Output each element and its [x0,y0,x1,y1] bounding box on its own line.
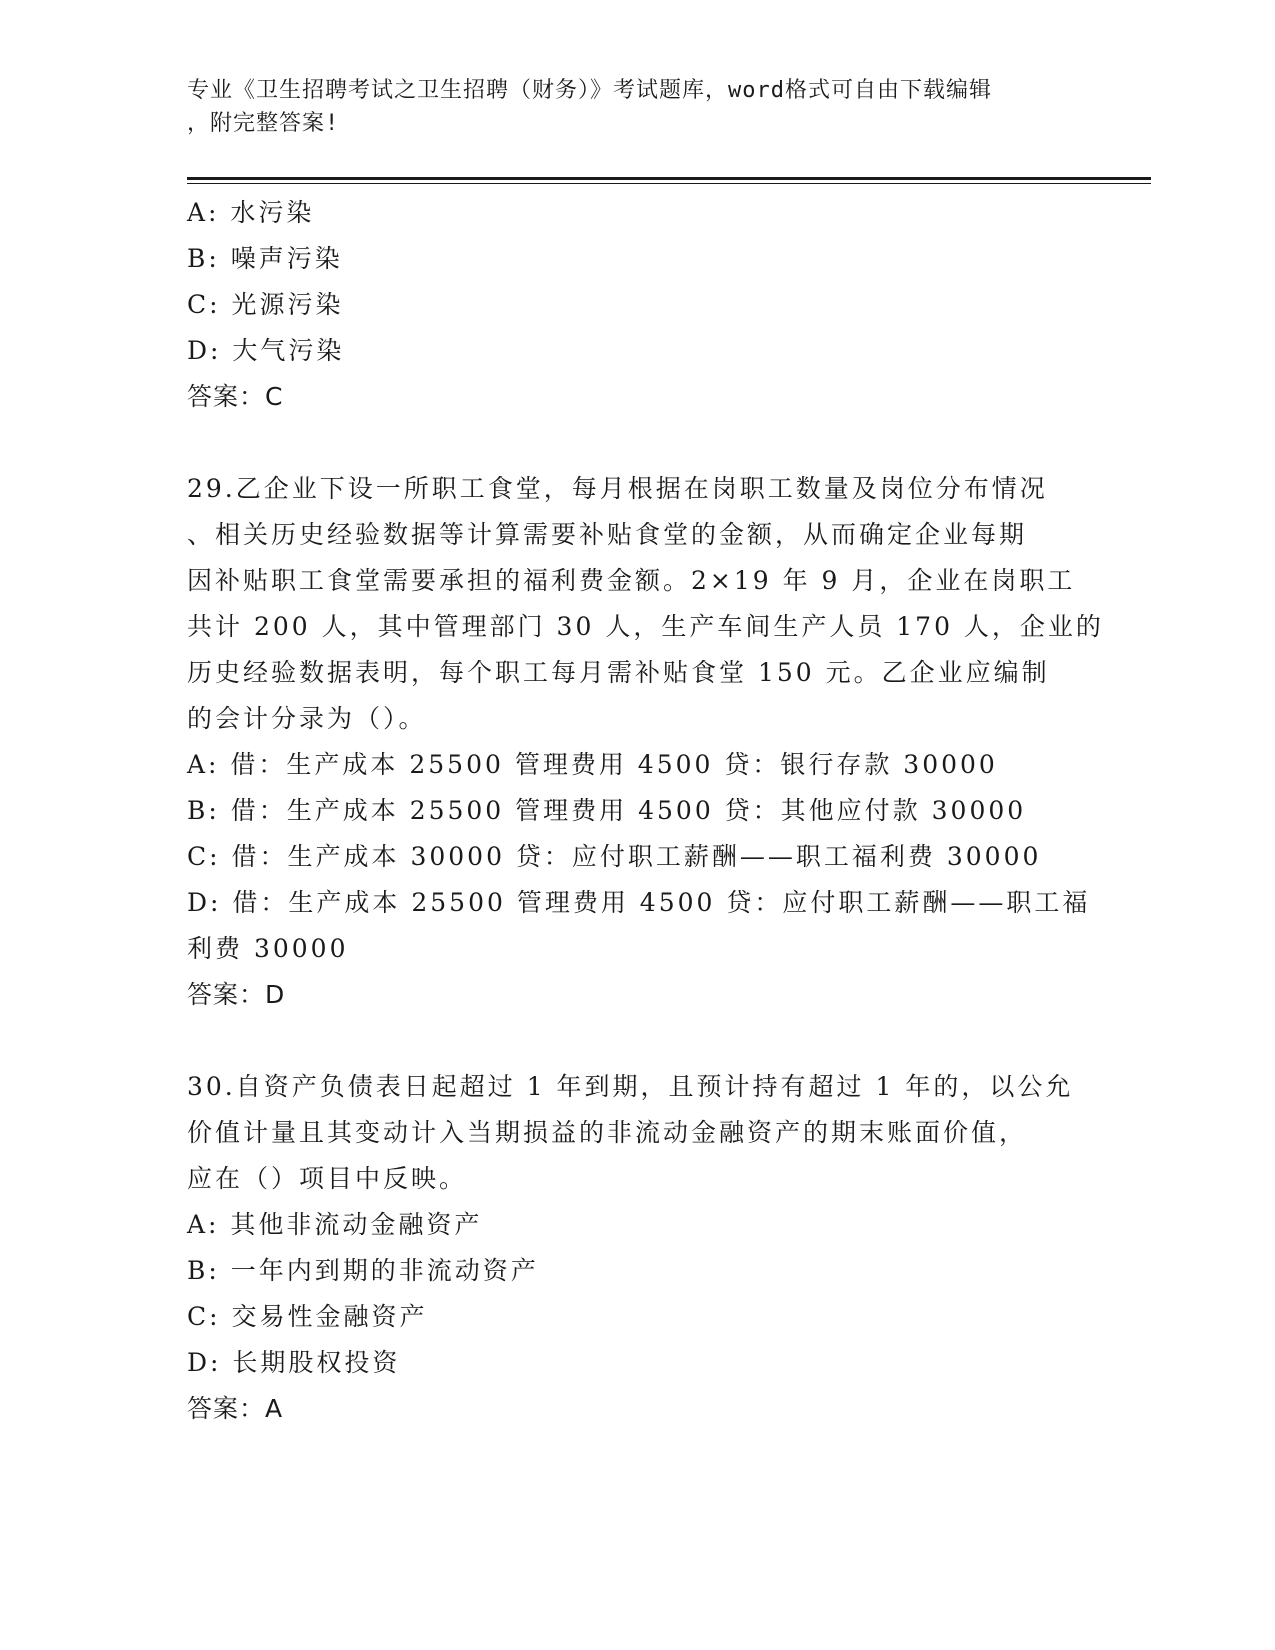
answer-line: 答案：A [187,1394,284,1423]
option-d-continued: 利费 30000 [187,934,349,963]
answer-line: 答案：C [187,382,284,411]
spacer [187,420,1087,466]
header-divider-thin [187,183,1151,184]
header-line-2: ，附完整答案! [187,111,340,136]
option-b: B: 借：生产成本 25500 管理费用 4500 贷：其他应付款 30000 [187,796,1027,825]
question-text-line: 价值计量且其变动计入当期损益的非流动金融资产的期末账面价值， [187,1118,1028,1147]
question-text-line: 因补贴职工食堂需要承担的福利费金额。2×19 年 9 月，企业在岗职工 [187,566,1076,595]
option-b: B: 一年内到期的非流动资产 [187,1256,539,1285]
option-c: C: 借：生产成本 30000 贷：应付职工薪酬——职工福利费 30000 [187,842,1042,871]
question-28-block [187,190,1087,420]
question-text-line: 应在（）项目中反映。 [187,1164,468,1193]
option-a: A: 其他非流动金融资产 [187,1210,483,1239]
option-d: D: 长期股权投资 [187,1348,401,1377]
option-b: B: 噪声污染 [187,244,343,273]
spacer [187,1018,1087,1064]
option-d: D: 大气污染 [187,336,345,365]
question-29-block [187,466,1104,1018]
option-d: D: 借：生产成本 25500 管理费用 4500 贷：应付职工薪酬——职工福 [187,888,1091,917]
option-a: A: 水污染 [187,198,315,227]
option-c: C: 光源污染 [187,290,344,319]
document-header [187,74,1067,140]
option-c: C: 交易性金融资产 [187,1302,428,1331]
question-text-line: 共计 200 人，其中管理部门 30 人，生产车间生产人员 170 人，企业的 [187,612,1104,641]
question-text-line: 历史经验数据表明，每个职工每月需补贴食堂 150 元。乙企业应编制 [187,658,1050,687]
question-text-line: 29.乙企业下设一所职工食堂，每月根据在岗职工数量及岗位分布情况 [187,474,1048,503]
question-text-line: 的会计分录为（）。 [187,704,427,733]
answer-line: 答案：D [187,980,286,1009]
header-line-1: 专业《卫生招聘考试之卫生招聘（财务）》考试题库，word格式可自由下载编辑 [187,78,992,103]
option-a: A: 借：生产成本 25500 管理费用 4500 贷：银行存款 30000 [187,750,998,779]
question-content [187,190,1104,1432]
question-text-line: 、相关历史经验数据等计算需要补贴食堂的金额，从而确定企业每期 [187,520,1028,549]
header-divider-thick [187,177,1151,180]
question-30-block [187,1064,1087,1432]
question-text-line: 30.自资产负债表日起超过 1 年到期，且预计持有超过 1 年的，以公允 [187,1072,1074,1101]
